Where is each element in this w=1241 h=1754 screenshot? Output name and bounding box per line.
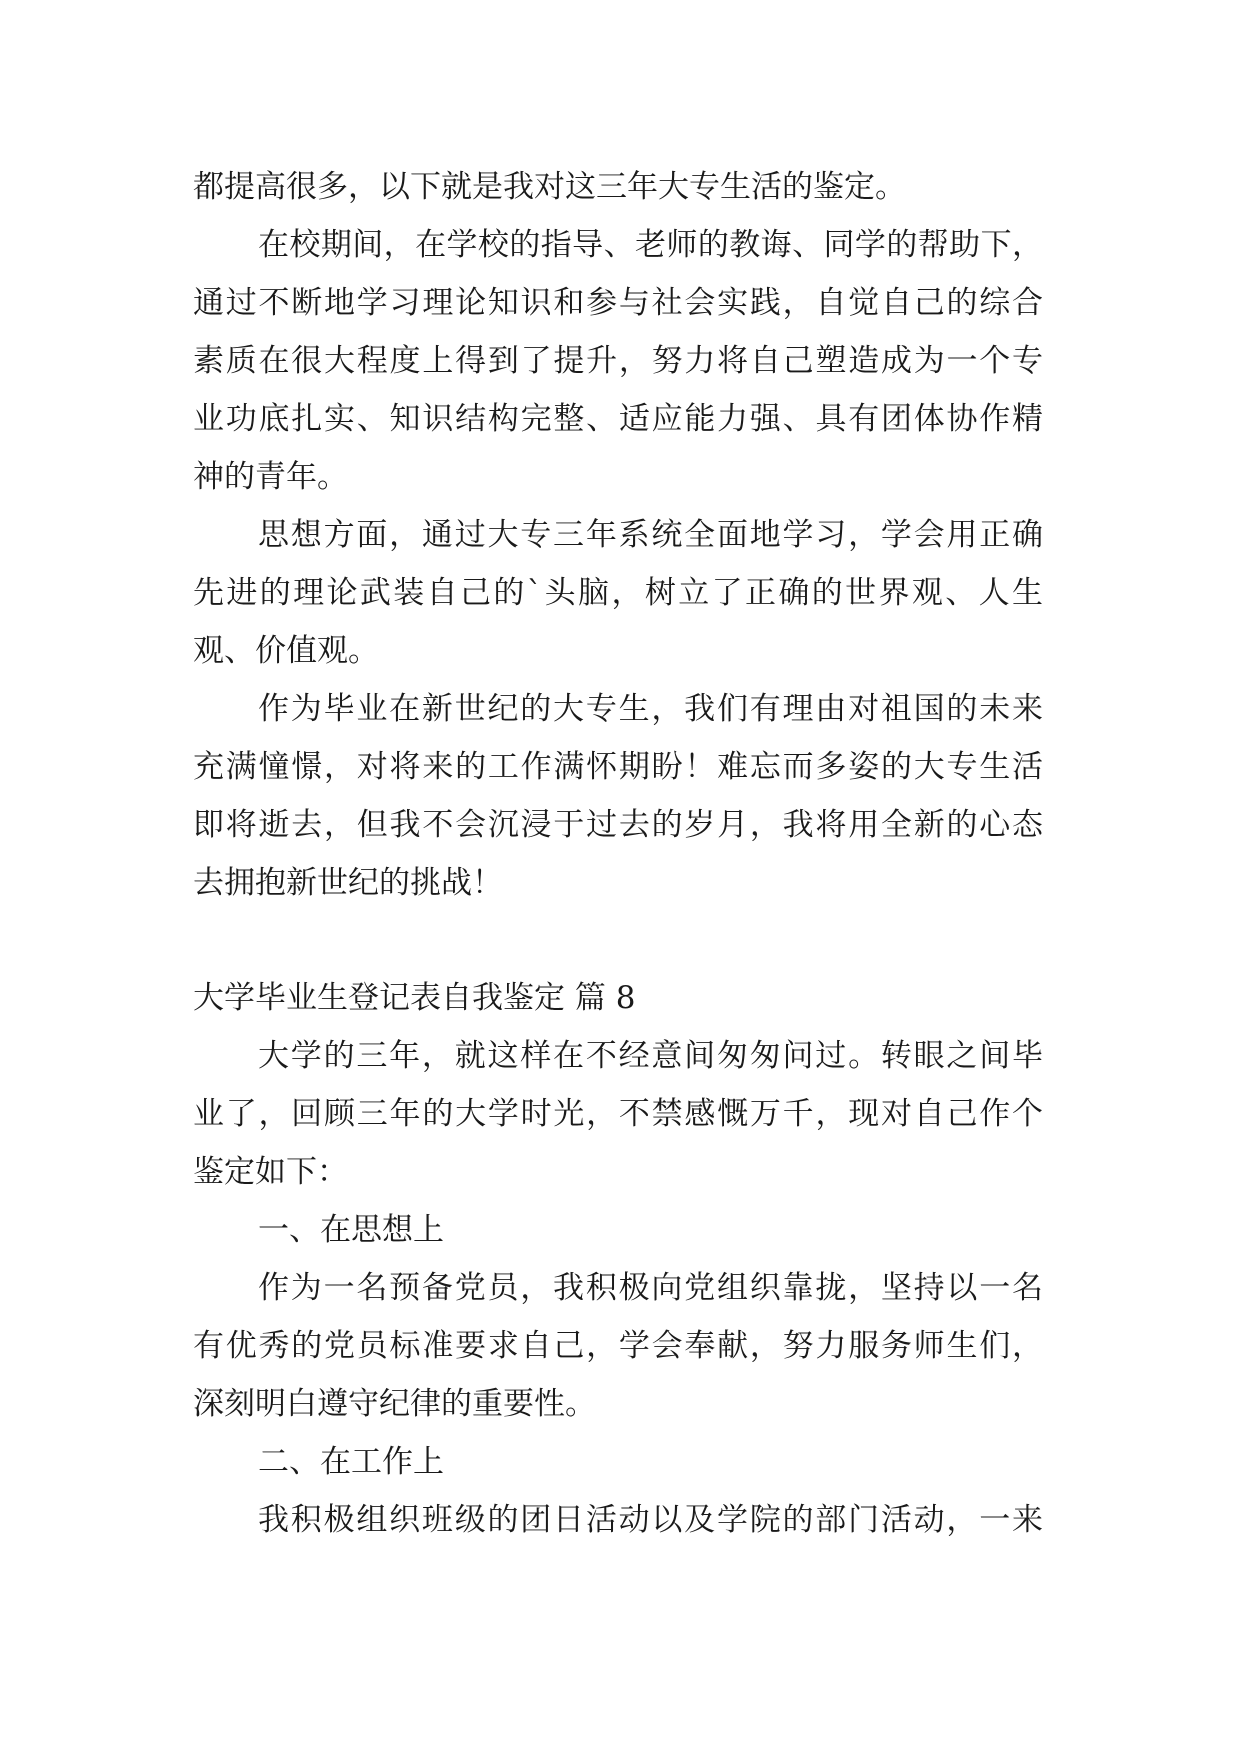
text-line: 鉴定如下： — [193, 1154, 348, 1190]
text-line: 思想方面，通过大专三年系统全面地学习，学会用正确 — [258, 517, 1043, 553]
section-heading: 大学毕业生登记表自我鉴定 篇 8 — [193, 980, 636, 1016]
text-line: 我积极组织班级的团日活动以及学院的部门活动，一来 — [258, 1502, 1043, 1538]
text-line: 神的青年。 — [193, 459, 348, 495]
text-line: 去拥抱新世纪的挑战！ — [193, 865, 503, 901]
text-line: 都提高很多，以下就是我对这三年大专生活的鉴定。 — [193, 169, 906, 205]
text-line: 业了，回顾三年的大学时光，不禁感慨万千，现对自己作个 — [193, 1096, 1043, 1132]
text-line: 素质在很大程度上得到了提升，努力将自己塑造成为一个专 — [193, 343, 1043, 379]
text-line: 充满憧憬，对将来的工作满怀期盼！难忘而多姿的大专生活 — [193, 749, 1043, 785]
text-line: 即将逝去，但我不会沉浸于过去的岁月，我将用全新的心态 — [193, 807, 1043, 843]
text-line: 先进的理论武装自己的`头脑，树立了正确的世界观、人生 — [193, 575, 1043, 611]
text-line: 作为毕业在新世纪的大专生，我们有理由对祖国的未来 — [258, 691, 1043, 727]
subheading: 二、在工作上 — [258, 1444, 444, 1480]
text-line: 有优秀的党员标准要求自己，学会奉献，努力服务师生们， — [193, 1328, 1043, 1364]
text-line: 观、价值观。 — [193, 633, 379, 669]
text-line: 深刻明白遵守纪律的重要性。 — [193, 1386, 596, 1422]
text-line: 大学的三年，就这样在不经意间匆匆问过。转眼之间毕 — [258, 1038, 1043, 1074]
text-line: 在校期间，在学校的指导、老师的教诲、同学的帮助下， — [258, 227, 1043, 263]
text-line: 通过不断地学习理论知识和参与社会实践，自觉自己的综合 — [193, 285, 1043, 321]
text-line: 业功底扎实、知识结构完整、适应能力强、具有团体协作精 — [193, 401, 1043, 437]
text-line: 作为一名预备党员，我积极向党组织靠拢，坚持以一名 — [258, 1270, 1043, 1306]
subheading: 一、在思想上 — [258, 1212, 444, 1248]
